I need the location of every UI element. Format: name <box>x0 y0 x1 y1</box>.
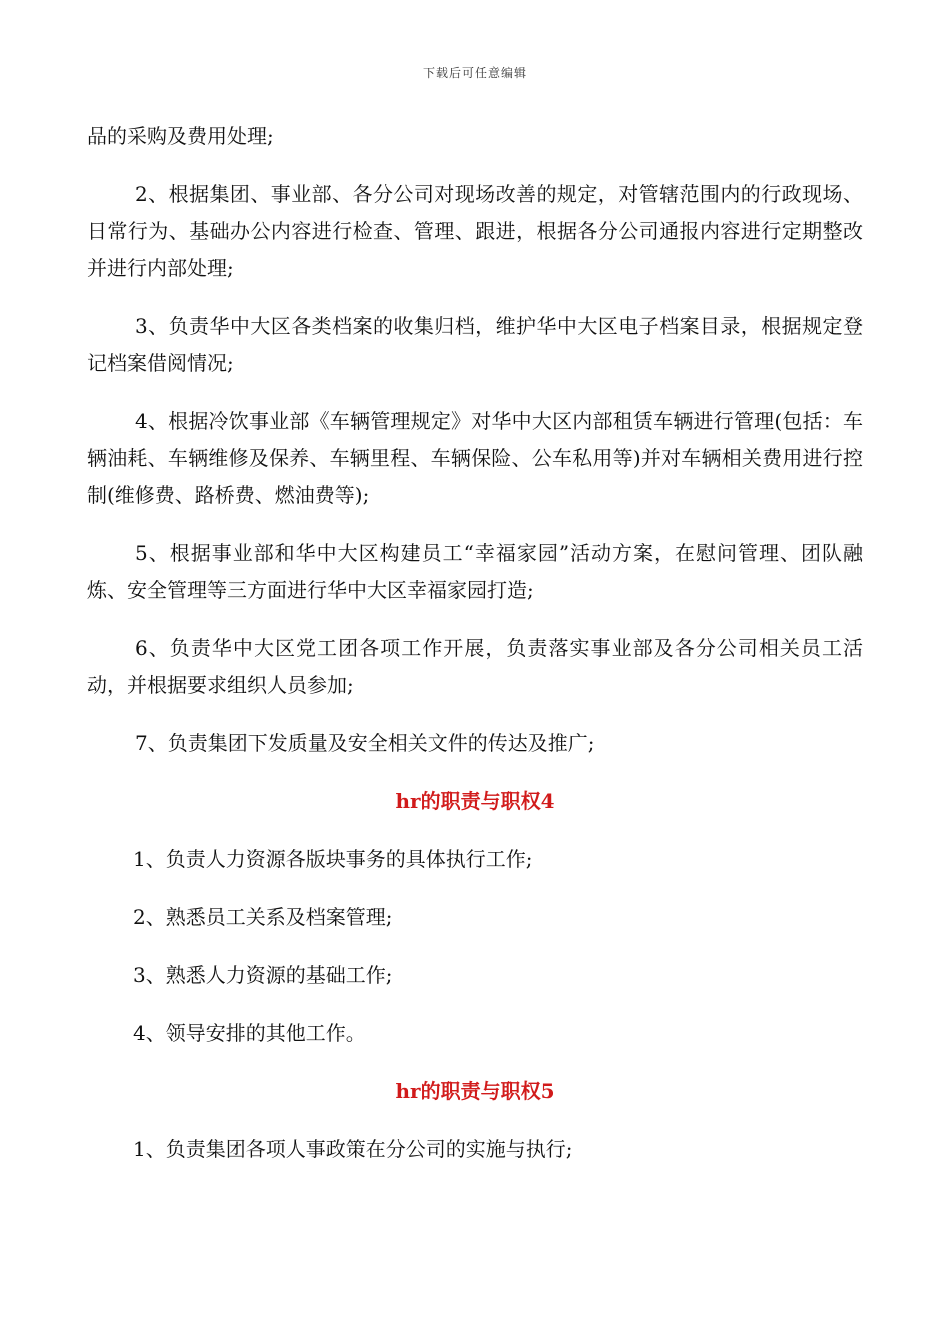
duty-item-2: 2、根据集团、事业部、各分公司对现场改善的规定，对管辖范围内的行政现场、日常行为、基础办公内容进行检查、管理、跟进，根据各分公司通报内容进行定期整改并进行内部处理; <box>87 182 863 280</box>
document-body <box>87 118 863 1189</box>
duty-item-6: 6、负责华中大区党工团各项工作开展，负责落实事业部及各分公司相关员工活动，并根据要求组织人员参加; <box>87 636 863 697</box>
duty-item-7: 7、负责集团下发质量及安全相关文件的传达及推广; <box>135 731 595 755</box>
section-title-4: hr的职责与职权4 <box>395 789 555 813</box>
section4-item-3: 3、熟悉人力资源的基础工作; <box>133 963 393 987</box>
section4-item-4: 4、领导安排的其他工作。 <box>133 1021 366 1045</box>
duty-item-4: 4、根据冷饮事业部《车辆管理规定》对华中大区内部租赁车辆进行管理(包括：车辆油耗、车辆维修及保养、车辆里程、车辆保险、公车私用等)并对车辆相关费用进行控制(维修费、路桥费、燃油费等); <box>87 409 863 507</box>
section5-item-1: 1、负责集团各项人事政策在分公司的实施与执行; <box>133 1137 573 1161</box>
section4-item-2: 2、熟悉员工关系及档案管理; <box>133 905 393 929</box>
header-note: 下载后可任意编辑 <box>422 66 527 80</box>
section4-item-1: 1、负责人力资源各版块事务的具体执行工作; <box>133 847 533 871</box>
intro-line: 品的采购及费用处理; <box>87 124 274 148</box>
section-title-5: hr的职责与职权5 <box>395 1079 555 1103</box>
duty-item-3: 3、负责华中大区各类档案的收集归档，维护华中大区电子档案目录，根据规定登记档案借阅情况; <box>87 314 863 375</box>
duty-item-5: 5、根据事业部和华中大区构建员工“幸福家园”活动方案，在慰问管理、团队融炼、安全管理等三方面进行华中大区幸福家园打造; <box>87 541 863 602</box>
